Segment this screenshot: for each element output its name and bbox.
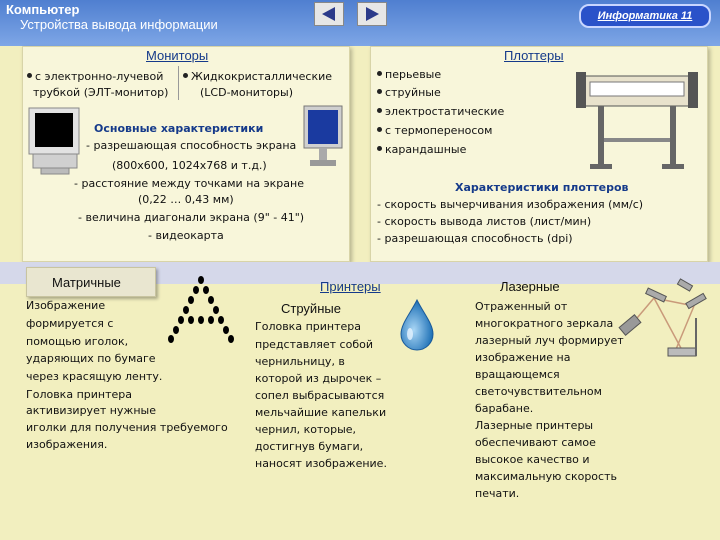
inkjet-title: Струйные (281, 301, 341, 316)
laser-line: максимальную скорость (475, 470, 617, 483)
bullet-icon (183, 73, 188, 78)
dot-matrix-icon (158, 272, 244, 344)
laser-line: барабане. (475, 402, 534, 415)
matrix-line: формируется с (26, 317, 114, 330)
inkjet-line: достигнув бумаги, (255, 440, 364, 453)
ink-drop-icon (398, 298, 436, 352)
triangle-right-icon (358, 3, 386, 25)
laser-line: Лазерные принтеры (475, 419, 594, 432)
bullet-icon (377, 127, 382, 132)
lcd-type-line1: Жидкокристаллические (183, 69, 332, 85)
laser-line: лазерный луч формирует (475, 334, 624, 347)
bullet-icon (377, 71, 382, 76)
laser-line: Отраженный от (475, 300, 568, 313)
bullet-icon (27, 73, 32, 78)
plotter-icon (576, 62, 698, 172)
laser-line: печати. (475, 487, 520, 500)
plotter-char-line: - скорость вывода листов (лист/мин) (377, 215, 592, 228)
plotters-title: Плоттеры (504, 48, 564, 63)
monitor-char-line: (0,22 … 0,43 мм) (138, 193, 234, 206)
plotter-type-item: струйные (377, 85, 441, 101)
laser-line: изображение на (475, 351, 571, 364)
matrix-line: через красящую ленту. (26, 370, 163, 383)
inkjet-line: чернильницу, в (255, 355, 345, 368)
inkjet-line: которой из дырочек – (255, 372, 382, 385)
crt-monitor-icon (27, 104, 83, 176)
lcd-type-line2: (LCD-мониторы) (200, 86, 294, 99)
monitor-char-line: - величина диагонали экрана (9" - 41") (78, 211, 305, 224)
plotter-type-item: перьевые (377, 67, 441, 83)
laser-title: Лазерные (500, 279, 560, 294)
bullet-icon (377, 146, 382, 151)
nav-next-button[interactable] (357, 2, 387, 26)
inkjet-line: наносят изображение. (255, 457, 387, 470)
laser-line: многократного зеркала (475, 317, 614, 330)
plotter-type-item: электростатические (377, 104, 504, 120)
inkjet-line: мельчайшие капельки (255, 406, 387, 419)
crt-type-line1: с электронно-лучевой (27, 69, 163, 85)
laser-line: обеспечивают самое (475, 436, 596, 449)
plotter-type-item: с термопереносом (377, 123, 492, 139)
divider (178, 66, 179, 100)
laser-line: светочувствительном (475, 385, 602, 398)
page-subtitle: Устройства вывода информации (20, 17, 218, 32)
monitor-char-line: - видеокарта (148, 229, 224, 242)
inkjet-line: сопел выбрасываются (255, 389, 385, 402)
triangle-left-icon (315, 3, 343, 25)
bullet-icon (377, 108, 382, 113)
monitors-title: Мониторы (146, 48, 209, 63)
bullet-icon (377, 89, 382, 94)
plotter-char-line: - скорость вычерчивания изображения (мм/с) (377, 198, 644, 211)
laser-line: вращающемся (475, 368, 560, 381)
printers-title: Принтеры (320, 279, 381, 294)
page-title: Компьютер (6, 2, 80, 17)
laser-line: высокое качество и (475, 453, 590, 466)
matrix-line: активизирует нужные (26, 404, 156, 417)
lcd-monitor-icon (300, 104, 346, 170)
monitor-char-line: (800х600, 1024х768 и т.д.) (112, 159, 267, 172)
nav-prev-button[interactable] (314, 2, 344, 26)
crt-type-line2: трубкой (ЭЛТ-монитор) (33, 86, 169, 99)
monitor-char-line: - разрешающая способность экрана (86, 139, 297, 152)
laser-mirror-icon (612, 278, 716, 360)
matrix-line: иголки для получения требуемого (26, 421, 228, 434)
matrix-title: Матричные (52, 275, 121, 290)
informatics-link[interactable]: Информатика 11 (579, 4, 711, 28)
monitor-char-title: Основные характеристики (94, 122, 264, 135)
plotter-type-item: карандашные (377, 142, 466, 158)
inkjet-line: Головка принтера (255, 320, 361, 333)
matrix-line: Изображение (26, 299, 106, 312)
monitor-char-line: - расстояние между точками на экране (74, 177, 304, 190)
matrix-line: изображения. (26, 438, 108, 451)
plotter-char-title: Характеристики плоттеров (455, 181, 629, 194)
matrix-line: Головка принтера (26, 388, 132, 401)
plotter-char-line: - разрешающая способность (dpi) (377, 232, 573, 245)
inkjet-line: представляет собой (255, 338, 373, 351)
matrix-line: ударяющих по бумаге (26, 352, 156, 365)
matrix-line: помощью иголок, (26, 335, 129, 348)
inkjet-line: чернил, которые, (255, 423, 357, 436)
